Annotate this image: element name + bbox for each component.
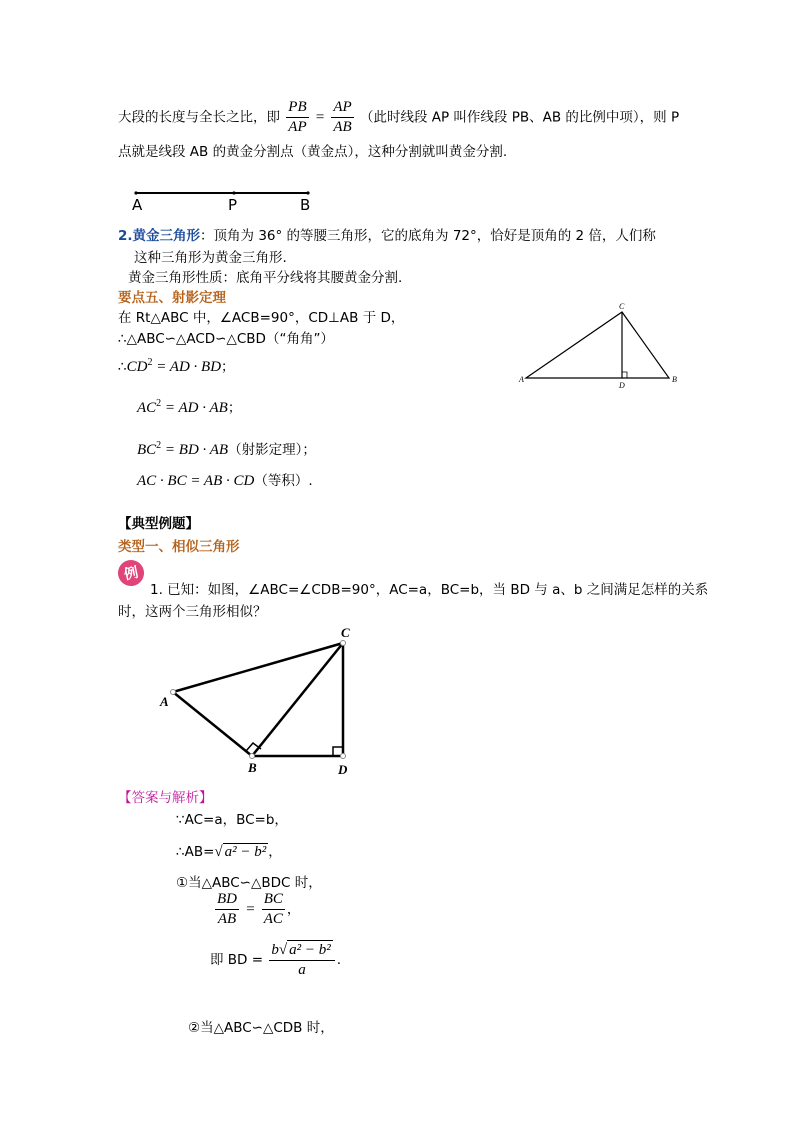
projection-eq4 xyxy=(137,469,313,490)
bd-num-radicand: a² − b² xyxy=(289,942,331,958)
eq1-lhs: CD xyxy=(126,359,148,375)
eq2-lhs: AC xyxy=(137,400,157,416)
ab-prefix: ∴AB= xyxy=(176,844,215,860)
fraction-ap-ab xyxy=(331,98,353,137)
answer-ratio-eq: $\frac{BD}{AB}$ = $\frac{BC}{AC}$ ， xyxy=(217,891,301,927)
section5-heading: 要点五、射影定理 xyxy=(118,290,226,306)
golden-triangle-line2: 这种三角形为黄金三角形. xyxy=(134,250,287,266)
para1-prefix: 大段的长度与全长之比，即 xyxy=(118,109,280,126)
triangle-abc xyxy=(526,312,669,378)
answer-case1: ①当△ABC∽△BDC 时， xyxy=(176,875,322,891)
ab-radicand: a² − b² xyxy=(224,844,267,860)
golden-triangle-text: ：顶角为 36° 的等腰三角形，它的底角为 72°，恰好是顶角的 2 倍，人们称 xyxy=(200,228,656,244)
eq1-end: ； xyxy=(221,359,235,375)
ratio1-den: AB xyxy=(217,911,237,927)
bd-end: . xyxy=(336,952,342,968)
ratio1-num: BD xyxy=(215,890,239,910)
vertex-b xyxy=(250,754,255,759)
fig1-label-b: B xyxy=(672,375,677,384)
frac2-numerator: AP xyxy=(331,98,353,118)
answer-bd-result xyxy=(210,940,341,980)
ratio-bc-ac xyxy=(262,890,285,929)
frac1-numerator: PB xyxy=(286,98,308,118)
bd-numerator: b√ a² − b² xyxy=(269,940,334,961)
eq3-rhs: = BD · AB xyxy=(161,442,229,458)
fig2-label-c: C xyxy=(341,625,350,640)
segment-label-a: A xyxy=(132,196,143,214)
vertex-a xyxy=(171,690,176,695)
fig1-label-c: C xyxy=(619,302,625,311)
fraction-pb-ap xyxy=(286,98,308,137)
bd-prefix: 即 BD = xyxy=(210,952,264,968)
eq3-lhs: BC xyxy=(137,442,157,458)
side-ab xyxy=(173,692,252,756)
projection-eq1 xyxy=(118,355,235,376)
vertex-c xyxy=(341,641,346,646)
eq2-sup: 2 xyxy=(156,398,162,409)
examples-heading: 【典型例题】 xyxy=(118,516,199,532)
ratio-end: ， xyxy=(286,901,301,918)
frac2-denominator: AB xyxy=(333,119,352,135)
eq1-sup: 2 xyxy=(147,357,153,368)
segment-label-b: B xyxy=(300,196,311,214)
golden-triangle-heading: 2.黄金三角形 xyxy=(118,228,201,244)
example-badge: 例 xyxy=(116,558,147,589)
section5-line1: 在 Rt△ABC 中，∠ACB=90°，CD⊥AB 于 D， xyxy=(118,310,405,326)
vertex-d xyxy=(341,754,346,759)
ab-end: ， xyxy=(268,844,282,860)
right-triangle-altitude-figure xyxy=(515,300,695,395)
ratio2-num: BC xyxy=(262,890,285,910)
fig1-label-d: D xyxy=(619,381,625,390)
therefore-symbol: ∴ xyxy=(118,359,127,375)
point-a xyxy=(134,191,137,194)
fig2-label-a: A xyxy=(160,694,169,709)
ratio2-den: AC xyxy=(263,911,283,927)
section5-line2: ∴△ABC∽△ACD∽△CBD（“角角”） xyxy=(118,331,334,347)
eq3-sup: 2 xyxy=(156,440,162,451)
frac1-denominator: AP xyxy=(288,119,307,135)
eq2-rhs: = AD · AB xyxy=(161,400,228,416)
answer-case2: ②当△ABC∽△CDB 时， xyxy=(188,1020,334,1036)
question-line2: 时，这两个三角形相似？ xyxy=(118,604,267,620)
example-figure xyxy=(160,630,360,775)
projection-eq2 xyxy=(137,396,241,417)
bd-num-b: b xyxy=(271,942,279,958)
answer-line2: ∴AB=√ a² − b² ， xyxy=(176,844,282,860)
answer-line1: ∵AC=a，BC=b， xyxy=(176,812,288,828)
para1-line2: 点就是线段 AB 的黄金分割点（黄金点），这种分割就叫黄金分割. xyxy=(118,144,508,160)
golden-ratio-line xyxy=(118,98,679,137)
segment-label-p: P xyxy=(228,196,238,214)
side-bc xyxy=(252,643,343,756)
para1-suffix: （此时线段 AP 叫作线段 PB、AB 的比例中项），则 P xyxy=(359,109,680,126)
right-angle-marker-d xyxy=(622,372,627,378)
fig2-label-b: B xyxy=(248,760,257,775)
eq4-end: （等积）. xyxy=(254,473,313,489)
point-b xyxy=(306,191,309,194)
right-angle-marker-b xyxy=(246,743,261,751)
eq3-end: （射影定理）； xyxy=(228,442,316,458)
eq4-expr: AC · BC = AB · CD xyxy=(137,473,255,489)
point-p xyxy=(232,191,235,194)
segment-apb-figure xyxy=(130,185,320,215)
golden-triangle-line1 xyxy=(118,224,656,244)
question-line1: 1. 已知：如图，∠ABC=∠CDB=90°，AC=a，BC=b，当 BD 与 a、b 之间满足怎样的关系 xyxy=(150,582,709,598)
golden-triangle-property: 黄金三角形性质：底角平分线将其腰黄金分割. xyxy=(128,270,403,286)
bd-fraction xyxy=(269,940,334,980)
projection-eq3 xyxy=(137,438,316,459)
fig2-label-d: D xyxy=(338,762,348,777)
answer-heading: 【答案与解析】 xyxy=(118,790,213,806)
equals-sign: = xyxy=(314,109,326,126)
eq2-end: ； xyxy=(227,400,242,416)
type1-heading: 类型一、相似三角形 xyxy=(118,539,240,555)
fig1-label-a: A xyxy=(519,375,524,384)
ratio-bd-ab xyxy=(215,890,239,929)
eq1-rhs: = AD · BD xyxy=(152,359,222,375)
bd-denominator: a xyxy=(298,962,306,978)
side-ac xyxy=(173,643,343,692)
